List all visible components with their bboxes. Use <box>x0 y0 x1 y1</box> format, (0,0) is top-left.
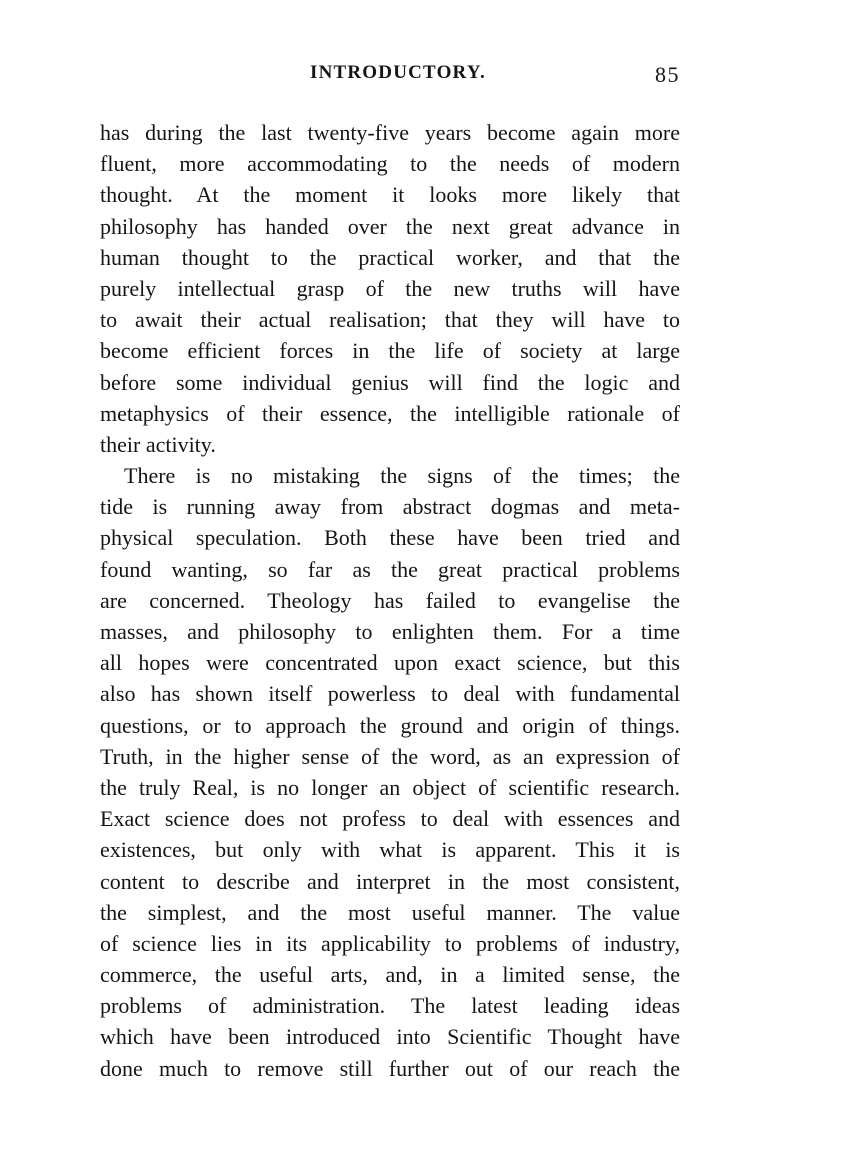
text-line: fluent, more accommodating to the needs of modern <box>100 151 680 177</box>
text-line: physical speculation. Both these have been tried and <box>100 525 680 551</box>
body-text <box>100 117 680 1084</box>
text-line: masses, and philosophy to enlighten them. For a time <box>100 619 680 644</box>
running-title: INTRODUCTORY. <box>310 62 486 83</box>
text-line: their activity. <box>100 431 216 457</box>
page-number: 85 <box>655 62 680 87</box>
text-line: commerce, the useful arts, and, in a limited sense, the <box>100 962 680 988</box>
text-line: purely intellectual grasp of the new truths will have <box>100 275 680 301</box>
text-line: the truly Real, is no longer an object of scientific research. <box>100 774 680 800</box>
text-line: content to describe and interpret in the most consistent, <box>100 868 680 894</box>
text-line: Exact science does not profess to deal with essences and <box>100 806 680 832</box>
text-line: There is no mistaking the signs of the times; the <box>124 463 680 489</box>
text-line: human thought to the practical worker, and that the <box>100 244 680 270</box>
text-line: the simplest, and the most useful manner. The value <box>100 899 680 925</box>
text-line: become efficient forces in the life of society at large <box>100 338 680 364</box>
text-line: are concerned. Theology has failed to evangelise the <box>100 587 680 613</box>
running-head <box>100 62 680 92</box>
text-line: existences, but only with what is apparent. This it is <box>100 837 680 863</box>
text-line: found wanting, so far as the great practical problems <box>100 556 680 582</box>
text-line: questions, or to approach the ground and origin of things. <box>100 712 680 738</box>
text-line: all hopes were concentrated upon exact science, but this <box>100 650 680 676</box>
text-line: to await their actual realisation; that they will have to <box>100 307 680 333</box>
text-line: tide is running away from abstract dogmas and meta- <box>100 494 680 520</box>
text-line: metaphysics of their essence, the intelligible rationale of <box>100 400 680 426</box>
text-line: thought. At the moment it looks more likely that <box>100 182 680 208</box>
text-line: problems of administration. The latest leading ideas <box>100 993 680 1019</box>
text-line: done much to remove still further out of our reach the <box>100 1055 680 1081</box>
text-line: has during the last twenty-five years become again more <box>100 120 680 145</box>
paragraph-2 <box>100 460 680 1084</box>
text-line: which have been introduced into Scientific Thought have <box>100 1024 680 1050</box>
text-line: philosophy has handed over the next great advance in <box>100 213 680 239</box>
text-line: Truth, in the higher sense of the word, as an expression of <box>100 743 680 769</box>
text-line: before some individual genius will find the logic and <box>100 369 680 395</box>
text-line: also has shown itself powerless to deal with fundamental <box>100 681 680 707</box>
text-line: of science lies in its applicability to problems of industry, <box>100 930 680 956</box>
paragraph-1 <box>100 117 680 460</box>
